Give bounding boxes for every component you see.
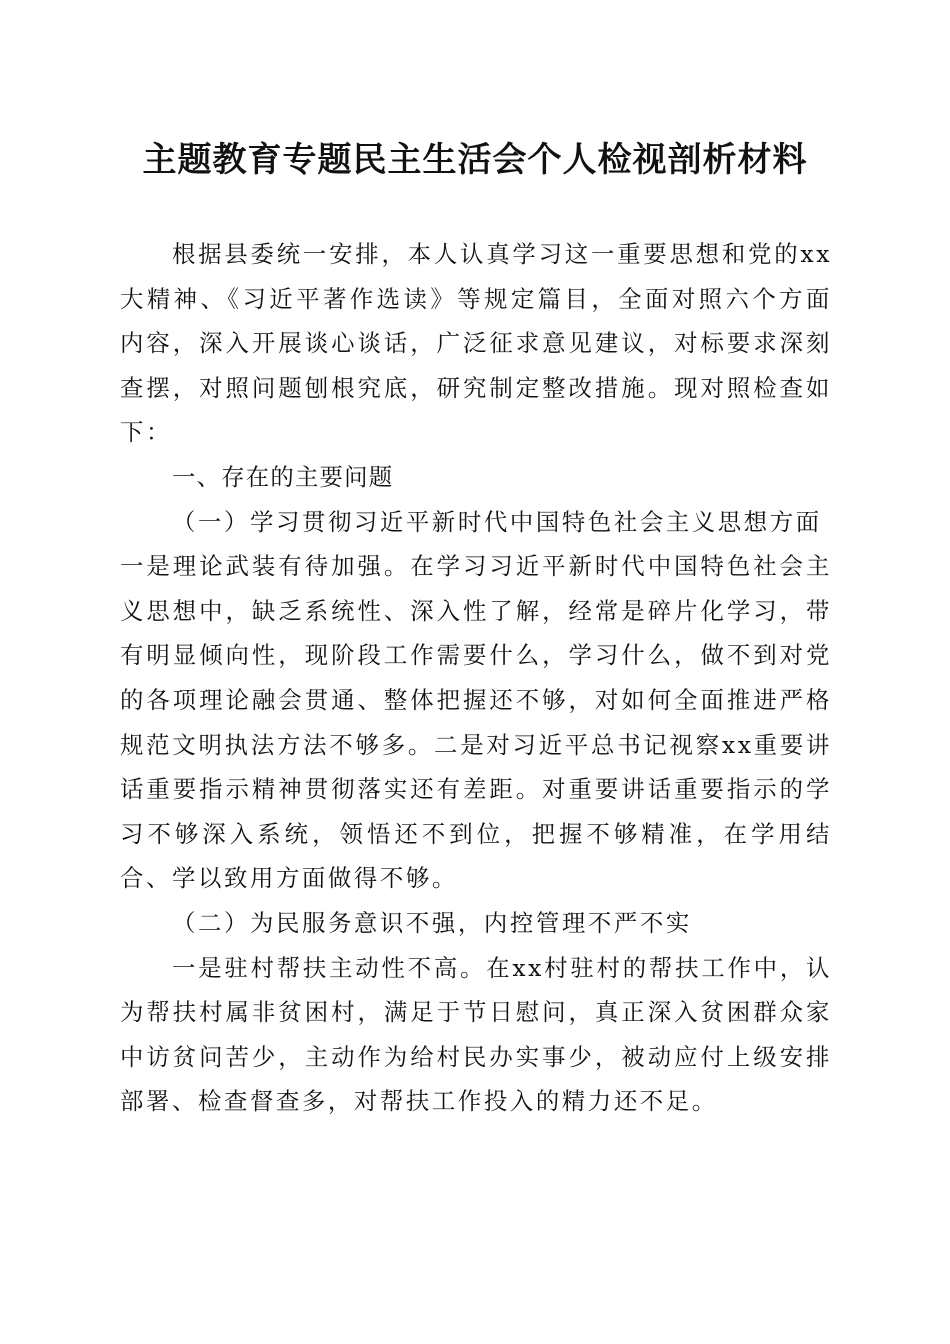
intro-paragraph: 根据县委统一安排，本人认真学习这一重要思想和党的xx大精神、《习近平著作选读》等规定篇目，全面对照六个方面内容，深入开展谈心谈话，广泛征求意见建议，对标要求深刻查摆，对照问题刨根究底，研究制定整改措施。现对照检查如下： <box>120 240 832 447</box>
section-1-heading: 一、存在的主要问题 <box>172 462 394 491</box>
subsection-2-body: 一是驻村帮扶主动性不高。在xx村驻村的帮扶工作中，认为帮扶村属非贫困村，满足于节日慰问，真正深入贫困群众家中访贫问苦少，主动作为给村民办实事少，被动应付上级安排部署、检查督查多，对帮扶工作投入的精力还不足。 <box>120 953 832 1116</box>
subsection-1-body: 一是理论武装有待加强。在学习习近平新时代中国特色社会主义思想中，缺乏系统性、深入性了解，经常是碎片化学习，带有明显倾向性，现阶段工作需要什么，学习什么，做不到对党的各项理论融会贯通、整体把握还不够，对如何全面推进严格规范文明执法方法不够多。二是对习近平总书记视察xx重要讲话重要指示精神贯彻落实还有差距。对重要讲话重要指示的学习不够深入系统，领悟还不到位，把握不够精准，在学用结合、学以致用方面做得不够。 <box>120 552 832 893</box>
subsection-1-heading: （一）学习贯彻习近平新时代中国特色社会主义思想方面 <box>172 507 822 536</box>
subsection-2-heading: （二）为民服务意识不强，内控管理不严不实 <box>172 908 692 937</box>
document-body <box>120 232 832 1124</box>
document-title: 主题教育专题民主生活会个人检视剖析材料 <box>142 140 808 180</box>
